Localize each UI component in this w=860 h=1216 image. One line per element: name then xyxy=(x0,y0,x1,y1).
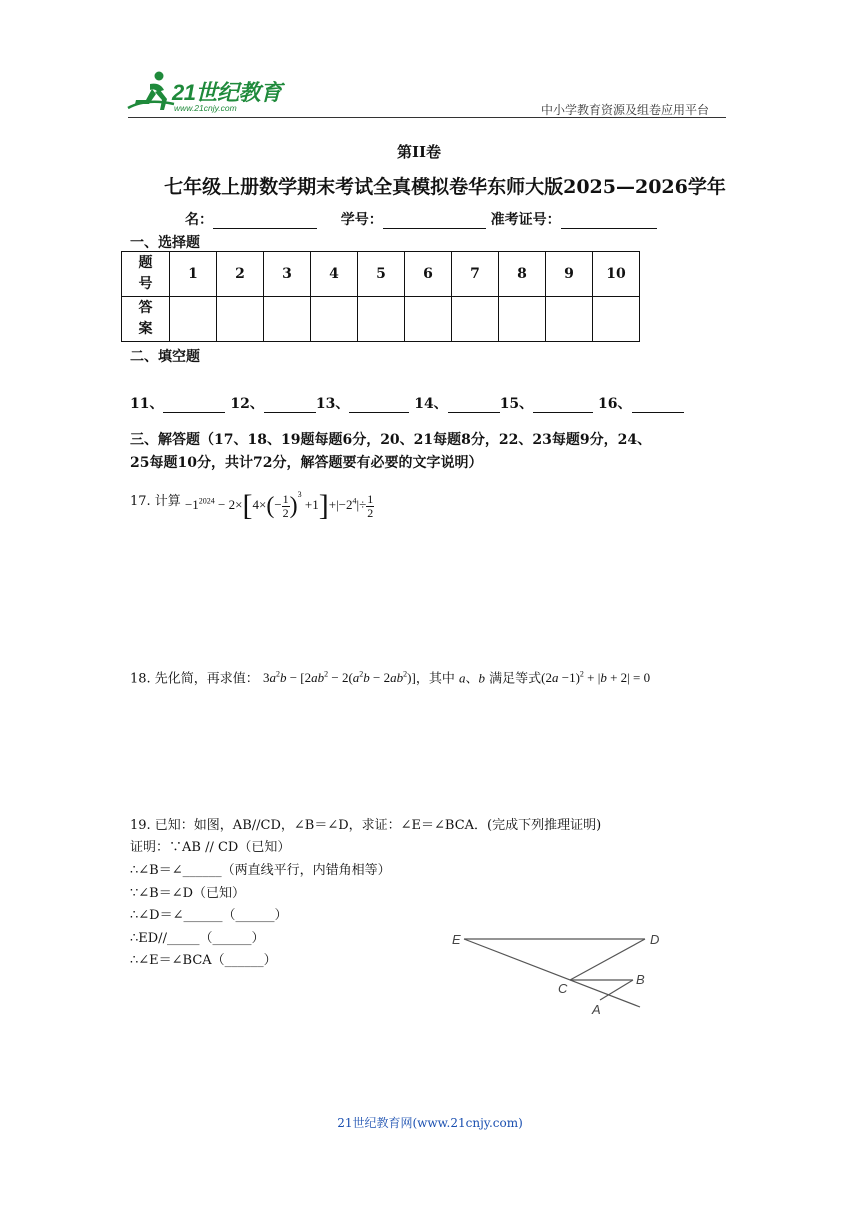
q17-expression: $-1^{2024} - 2\times[4\times(-$ $\frac{1}{2}$ )$^3 +1]+|-2^4|\div$ $\frac{1}{2}$ xyxy=(184,489,374,523)
answer-cell[interactable] xyxy=(499,297,546,342)
point-label-c: C xyxy=(558,981,568,996)
table-number-cell: 6 xyxy=(405,252,452,297)
table-header-cell: 题 号 xyxy=(122,252,170,297)
q18-condition: $(2a -1)^2 + |b + 2| = 0$ xyxy=(541,670,651,686)
point-label-e: E xyxy=(452,932,461,947)
answer-cell[interactable] xyxy=(358,297,405,342)
question-17 xyxy=(130,484,374,534)
fill-blank[interactable] xyxy=(264,412,316,413)
fill-blank[interactable] xyxy=(448,412,500,413)
q17-label: 17. 计算 xyxy=(130,493,181,509)
fill-blank[interactable] xyxy=(632,412,684,413)
fill-blank-row xyxy=(130,393,684,413)
fill-item-11: 11、 xyxy=(130,396,164,412)
table-number-cell: 7 xyxy=(452,252,499,297)
runner-logo-icon xyxy=(126,70,176,114)
logo-url: www.21cnjy.com xyxy=(174,103,237,113)
volume-label: 第II卷 xyxy=(397,143,442,161)
table-number-cell: 10 xyxy=(593,252,640,297)
table-number-cell: 4 xyxy=(311,252,358,297)
header-platform-text: 中小学教育资源及组卷应用平台 xyxy=(541,103,710,117)
section-choice-heading: 一、选择题 xyxy=(130,235,200,251)
fill-blank[interactable] xyxy=(533,412,593,413)
answer-cell[interactable] xyxy=(170,297,217,342)
proof-line: ∴∠D＝∠______（______） xyxy=(130,908,288,923)
table-number-cell: 8 xyxy=(499,252,546,297)
q18-label: 18. 先化简，再求值： xyxy=(130,671,259,687)
fill-item-13: 13、 xyxy=(315,396,350,412)
answer-cell[interactable] xyxy=(593,297,640,342)
proof-line: ∴∠E＝∠BCA（______） xyxy=(130,953,277,968)
proof-line: 证明：∵AB // CD（已知） xyxy=(130,840,291,855)
name-field[interactable] xyxy=(213,228,317,229)
q18-expression: $3a^2b - [2ab^2 - 2(a^2b - 2ab^2)]$ xyxy=(262,670,416,686)
table-number-cell: 1 xyxy=(170,252,217,297)
table-header-cell: 答 案 xyxy=(122,297,170,342)
student-no-label: 学号： xyxy=(340,212,383,228)
answer-table xyxy=(121,251,640,342)
answer-cell[interactable] xyxy=(405,297,452,342)
question-19-statement: 19. 已知：如图，AB//CD，∠B＝∠D，求证：∠E＝∠BCA．(完成下列推理证明) xyxy=(130,818,602,833)
fill-item-12: 12、 xyxy=(230,396,264,412)
section-solve-heading-line2: 25每题10分，共计72分，解答题要有必要的文字说明） xyxy=(130,455,483,471)
name-label: 名： xyxy=(185,212,213,228)
section-solve-heading-line1: 三、解答题（17、18、19题每题6分，20、21每题8分，22、23每题9分，24、 xyxy=(130,432,652,448)
site-logo xyxy=(126,70,296,114)
fill-item-15: 15、 xyxy=(499,396,534,412)
point-label-b: B xyxy=(636,972,645,987)
table-number-cell: 3 xyxy=(264,252,311,297)
answer-cell[interactable] xyxy=(546,297,593,342)
table-number-cell: 5 xyxy=(358,252,405,297)
point-label-a: A xyxy=(592,1002,601,1017)
exam-no-label: 准考证号： xyxy=(490,212,561,228)
footer-site-link[interactable]: 21世纪教育网(www.21cnjy.com) xyxy=(337,1116,523,1130)
proof-line: ∵∠B＝∠D（已知） xyxy=(130,886,246,901)
answer-cell[interactable] xyxy=(217,297,264,342)
header-divider xyxy=(128,117,726,118)
table-number-cell: 2 xyxy=(217,252,264,297)
exam-title: 七年级上册数学期末考试全真模拟卷华东师大版2025—2026学年 xyxy=(164,176,726,198)
fill-item-14: 14、 xyxy=(414,396,448,412)
proof-line: ∴∠B＝∠______（两直线平行，内错角相等） xyxy=(130,863,391,878)
table-number-cell: 9 xyxy=(546,252,593,297)
geometry-figure xyxy=(440,920,680,1020)
question-18: 18. 先化简，再求值： $3a^2b - [2ab^2 - 2(a^2b - 2ab^2)]$，其中 a、b 满足等式$(2a -1)^2 + |b + 2| = 0$ xyxy=(130,670,651,687)
fill-blank[interactable] xyxy=(163,412,225,413)
logo-text: 21世纪教育 xyxy=(172,80,282,105)
table-row xyxy=(122,297,640,342)
proof-line: ∴ED//_____（______） xyxy=(130,931,265,946)
answer-cell[interactable] xyxy=(264,297,311,342)
section-fill-heading: 二、填空题 xyxy=(130,349,200,365)
fill-item-16: 16、 xyxy=(598,396,632,412)
student-info-row xyxy=(185,209,657,229)
student-no-field[interactable] xyxy=(383,228,486,229)
point-label-d: D xyxy=(650,932,660,947)
answer-cell[interactable] xyxy=(311,297,358,342)
exam-no-field[interactable] xyxy=(561,228,657,229)
fill-blank[interactable] xyxy=(349,412,409,413)
answer-cell[interactable] xyxy=(452,297,499,342)
table-row xyxy=(122,252,640,297)
